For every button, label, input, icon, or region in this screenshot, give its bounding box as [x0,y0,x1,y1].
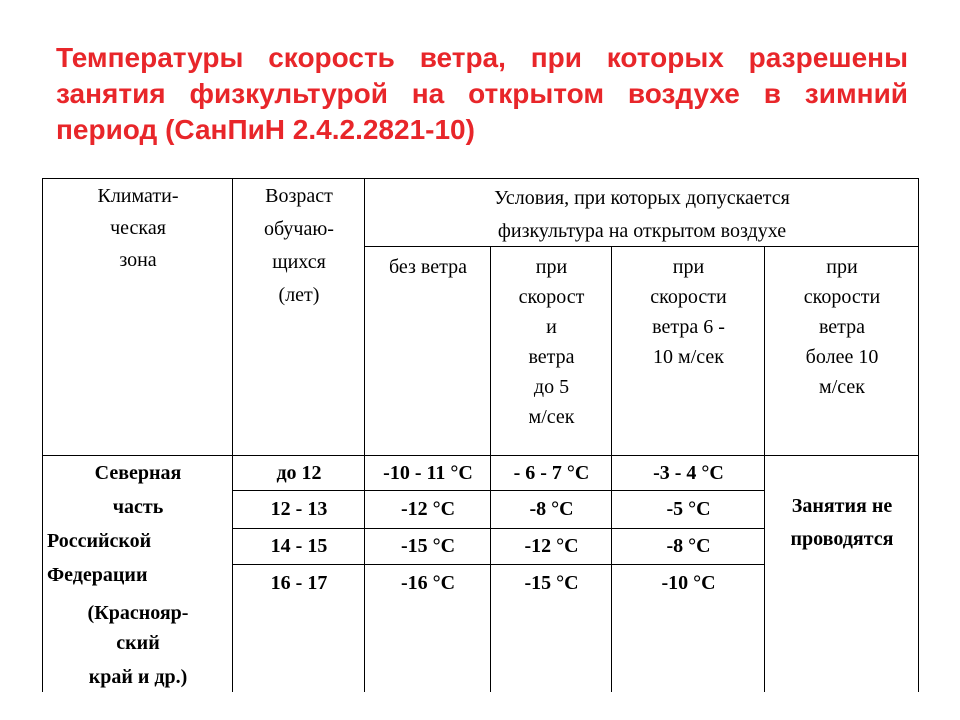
row-divider [232,490,764,491]
age-cell: 14 - 15 [270,535,328,557]
calm-temp-cell: -10 - 11 °С [383,462,473,484]
region-line: ский [116,632,160,654]
wind6-10-temp-cell: -3 - 4 °С [653,462,724,484]
subheader-wind-6-10: при скорости ветра 6 - 10 м/сек [650,256,727,368]
header-conditions: Условия, при которых допускается физкультура на открытом воздухе [494,187,790,242]
col-divider [42,178,43,692]
wind6-10-temp-cell: -8 °С [666,535,711,557]
subheader-wind-up-to-5: при скорост и ветра до 5 м/сек [518,256,585,428]
age-cell: 16 - 17 [270,572,328,594]
region-line: часть [112,496,164,518]
col-divider [764,246,765,692]
age-cell: 12 - 13 [270,498,328,520]
slide-title: Температуры скорость ветра, при которых разрешены занятия физкультурой на открытом воздухе в зимний период (СанПиН 2.4.2.2821-10) [56,42,908,145]
wind5-temp-cell: -12 °С [524,535,579,557]
calm-temp-cell: -15 °С [400,535,456,557]
region-line: (Краснояр- [87,602,189,624]
row-divider [232,564,764,565]
region-line: Северная [94,462,182,484]
table-top-border [42,178,919,179]
col-divider [232,178,233,692]
wind5-temp-cell: -15 °С [524,572,579,594]
region-line: Федерации [47,564,148,586]
subheader-no-wind: без ветра [389,256,467,278]
col-divider [611,246,612,692]
calm-temp-cell: -12 °С [400,498,456,520]
wind5-temp-cell: - 6 - 7 °С [513,462,590,484]
subheader-wind-over-10: при скорости ветра более 10 м/сек [803,256,881,398]
col-divider [364,178,365,692]
region-line: край и др.) [88,666,188,688]
col-divider [490,246,491,692]
header-climate-zone: Климати- ческая зона [97,185,179,271]
age-cell: до 12 [276,462,322,484]
wind5-temp-cell: -8 °С [529,498,574,520]
header-age: Возраст обучаю- щихся (лет) [264,185,334,306]
no-classes-cell: Занятия не проводятся [790,495,894,550]
wind6-10-temp-cell: -5 °С [666,498,711,520]
calm-temp-cell: -16 °С [400,572,456,594]
wind6-10-temp-cell: -10 °С [661,572,716,594]
region-line: Российской [47,530,152,552]
col-divider [918,178,919,692]
